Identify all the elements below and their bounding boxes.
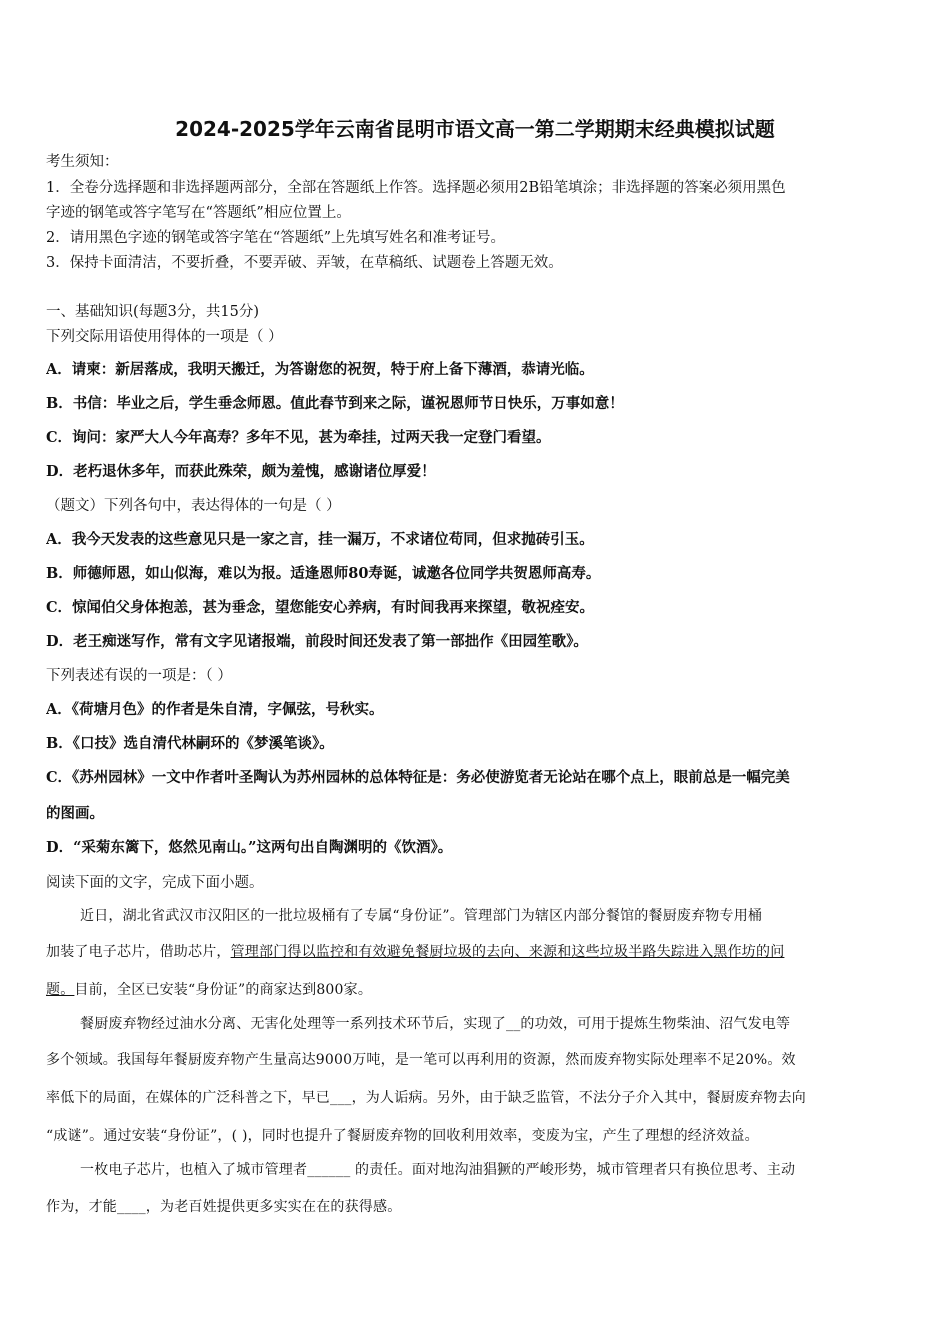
passage-p2-line2: 多个领域。我国每年餐厨废弃物产生量高达9000万吨，是一笔可以再利用的资源，然而废弃物实际处理率不足20%。效 bbox=[46, 1052, 796, 1068]
passage-underlined-end: 题。 bbox=[46, 982, 75, 998]
q3-stem: 下列表述有误的一项是：（ ） bbox=[46, 668, 232, 684]
passage-p2-line3: 率低下的局面，在媒体的广泛科普之下，早已___，为人诟病。另外，由于缺乏监管，不法分子介入其中，餐厨废弃物去向 bbox=[46, 1090, 806, 1106]
passage-p1-line3 bbox=[46, 980, 908, 1000]
q3-option-b: B．《口技》选自清代林嗣环的《梦溪笔谈》。 bbox=[46, 735, 334, 752]
passage-p2-line4: “成谜”。通过安装“身份证”，( )，同时也提升了餐厨废弃物的回收利用效率，变废为宝，产生了理想的经济效益。 bbox=[46, 1128, 759, 1144]
q1-option-a: A．请柬：新居落成，我明天搬迁，为答谢您的祝贺，特于府上备下薄酒，恭请光临。 bbox=[46, 361, 594, 378]
reading-intro: 阅读下面的文字，完成下面小题。 bbox=[46, 875, 264, 891]
q3-option-a: A．《荷塘月色》的作者是朱自清，字佩弦，号秋实。 bbox=[46, 701, 384, 718]
q2-option-d: D．老王痴迷写作，常有文字见诸报端，前段时间还发表了第一部拙作《田园笙歌》。 bbox=[46, 633, 588, 650]
q1-option-b: B．书信：毕业之后，学生垂念师恩。值此春节到来之际，谨祝恩师节日快乐，万事如意！ bbox=[46, 395, 624, 412]
q3-option-d: D．“采菊东篱下，悠然见南山。”这两句出自陶渊明的《饮酒》。 bbox=[46, 839, 453, 856]
q2-stem: （题文）下列各句中，表达得体的一句是（ ） bbox=[46, 498, 341, 514]
q2-option-b: B．师德师恩，如山似海，难以为报。适逢恩师80寿诞，诚邀各位同学共贺恩师高寿。 bbox=[46, 565, 601, 582]
notice-item-1: 1．全卷分选择题和非选择题两部分，全部在答题纸上作答。选择题必须用2B铅笔填涂；非选择题的答案必须用黑色 bbox=[46, 180, 786, 196]
q3-option-c-cont: 的图画。 bbox=[46, 805, 104, 822]
passage-p3-line1: 一枚电子芯片，也植入了城市管理者______ 的责任。面对地沟油猖獗的严峻形势，城市管理者只有换位思考、主动 bbox=[80, 1162, 796, 1178]
page-title: 2024-2025学年云南省昆明市语文高一第二学期期末经典模拟试题 bbox=[175, 117, 775, 141]
passage-p2-line1: 餐厨废弃物经过油水分离、无害化处理等一系列技术环节后，实现了__的功效，可用于提炼生物柴油、沼气发电等 bbox=[80, 1016, 791, 1032]
notice-heading: 考生须知： bbox=[46, 154, 119, 170]
notice-item-2: 2．请用黑色字迹的钢笔或答字笔在“答题纸”上先填写姓名和准考证号。 bbox=[46, 230, 506, 246]
q3-option-c: C．《苏州园林》一文中作者叶圣陶认为苏州园林的总体特征是：务必使游览者无论站在哪个点上，眼前总是一幅完美 bbox=[46, 769, 790, 786]
notice-item-3: 3．保持卡面清洁，不要折叠，不要弄破、弄皱，在草稿纸、试题卷上答题无效。 bbox=[46, 255, 563, 271]
q1-option-d: D．老朽退休多年，而获此殊荣，颇为羞愧，感谢诸位厚爱！ bbox=[46, 463, 436, 480]
passage-p1-line2-plain: 加装了电子芯片，借助芯片， bbox=[46, 944, 231, 960]
notice-item-1-cont: 字迹的钢笔或答字笔写在“答题纸”相应位置上。 bbox=[46, 205, 351, 221]
section-heading: 一、基础知识(每题3分，共15分) bbox=[46, 304, 259, 320]
passage-p3-line2: 作为，才能____，为老百姓提供更多实实在在的获得感。 bbox=[46, 1199, 402, 1215]
q2-option-c: C．惊闻伯父身体抱恙，甚为垂念，望您能安心养病，有时间我再来探望，敬祝痊安。 bbox=[46, 599, 595, 616]
q1-option-c: C．询问：家严大人今年高寿？多年不见，甚为牵挂，过两天我一定登门看望。 bbox=[46, 429, 551, 446]
passage-underlined-sentence: 管理部门得以监控和有效避免餐厨垃圾的去向、来源和这些垃圾半路失踪进入黑作坊的问 bbox=[230, 944, 785, 960]
passage-p1-line2 bbox=[46, 942, 908, 962]
q2-option-a: A．我今天发表的这些意见只是一家之言，挂一漏万，不求诸位苟同，但求抛砖引玉。 bbox=[46, 531, 594, 548]
passage-p1-line3-plain: 目前，全区已安装“身份证”的商家达到800家。 bbox=[74, 982, 373, 998]
passage-p1-line1: 近日，湖北省武汉市汉阳区的一批垃圾桶有了专属“身份证”。管理部门为辖区内部分餐馆的餐厨废弃物专用桶 bbox=[80, 908, 763, 924]
q1-stem: 下列交际用语使用得体的一项是（ ） bbox=[46, 329, 283, 345]
